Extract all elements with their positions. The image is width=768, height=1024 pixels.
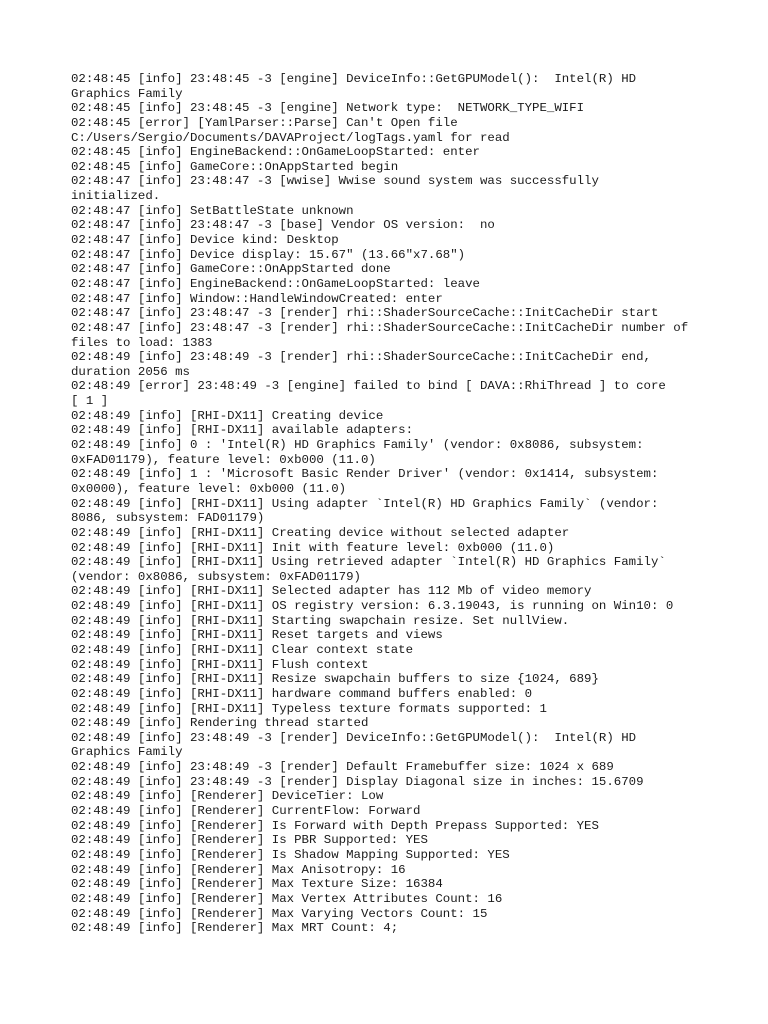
log-line: 02:48:47 [info] 23:48:47 -3 [base] Vendor OS version: no: [71, 218, 495, 233]
log-line: initialized.: [71, 189, 161, 204]
log-line: 02:48:45 [info] GameCore::OnAppStarted begin: [71, 159, 399, 174]
log-line: 02:48:49 [info] [RHI-DX11] Clear context state: [71, 642, 414, 657]
log-line: 0xFAD01179), feature level: 0xb000 (11.0): [71, 452, 376, 467]
log-line: 02:48:49 [info] [Renderer] Is Forward with Depth Prepass Supported: YES: [71, 818, 599, 833]
log-line: 02:48:49 [info] [RHI-DX11] Init with feature level: 0xb000 (11.0): [71, 540, 555, 555]
log-line: Graphics Family: [71, 86, 183, 101]
log-line: C:/Users/Sergio/Documents/DAVAProject/logTags.yaml for read: [71, 130, 510, 145]
log-line: 02:48:49 [info] [Renderer] Max Varying Vectors Count: 15: [71, 906, 488, 921]
log-line: 02:48:47 [info] EngineBackend::OnGameLoopStarted: leave: [71, 276, 480, 291]
log-line: 02:48:49 [info] 23:48:49 -3 [render] rhi::ShaderSourceCache::InitCacheDir end,: [71, 350, 651, 365]
log-line: 02:48:49 [info] [RHI-DX11] Creating device without selected adapter: [71, 525, 570, 540]
log-line: files to load: 1383: [71, 335, 213, 350]
log-line: 02:48:49 [info] [Renderer] Max Texture Size: 16384: [71, 877, 443, 892]
log-line: 02:48:49 [info] [RHI-DX11] available adapters:: [71, 423, 414, 438]
log-line: 02:48:49 [info] 1 : 'Microsoft Basic Render Driver' (vendor: 0x1414, subsystem:: [71, 467, 659, 482]
log-line: 02:48:49 [info] [RHI-DX11] Reset targets and views: [71, 628, 443, 643]
log-line: 8086, subsystem: FAD01179): [71, 511, 265, 526]
log-line: 02:48:45 [info] EngineBackend::OnGameLoopStarted: enter: [71, 145, 480, 160]
log-line: 02:48:49 [info] Rendering thread started: [71, 716, 369, 731]
log-line: 02:48:49 [info] [RHI-DX11] Typeless texture formats supported: 1: [71, 701, 547, 716]
log-line: 02:48:49 [info] [Renderer] DeviceTier: Low: [71, 789, 384, 804]
log-line: 02:48:49 [info] 23:48:49 -3 [render] Default Framebuffer size: 1024 x 689: [71, 760, 614, 775]
log-line: 02:48:49 [info] 23:48:49 -3 [render] Display Diagonal size in inches: 15.6709: [71, 774, 644, 789]
log-line: 02:48:49 [info] [Renderer] CurrentFlow: Forward: [71, 804, 421, 819]
log-line: 02:48:49 [info] [RHI-DX11] Starting swapchain resize. Set nullView.: [71, 613, 570, 628]
log-line: Graphics Family: [71, 745, 183, 760]
log-text-block: [71, 72, 711, 936]
log-line: 02:48:49 [info] [RHI-DX11] Flush context: [71, 657, 369, 672]
log-line: 02:48:49 [info] [RHI-DX11] hardware command buffers enabled: 0: [71, 686, 533, 701]
log-line: 02:48:47 [info] 23:48:47 -3 [render] rhi::ShaderSourceCache::InitCacheDir start: [71, 306, 659, 321]
log-line: 02:48:49 [info] [Renderer] Max Anisotropy: 16: [71, 862, 406, 877]
log-line: 02:48:47 [info] Window::HandleWindowCreated: enter: [71, 291, 443, 306]
log-line: 02:48:47 [info] Device kind: Desktop: [71, 233, 339, 248]
log-line: 02:48:49 [info] [RHI-DX11] Using adapter `Intel(R) HD Graphics Family` (vendor:: [71, 496, 659, 511]
log-line: [ 1 ]: [71, 394, 109, 409]
log-line: 02:48:49 [info] [Renderer] Max MRT Count: 4;: [71, 921, 399, 936]
log-line: 02:48:47 [info] SetBattleState unknown: [71, 203, 354, 218]
log-line: 02:48:45 [info] 23:48:45 -3 [engine] Network type: NETWORK_TYPE_WIFI: [71, 101, 585, 116]
log-line: 02:48:47 [info] Device display: 15.67" (13.66"x7.68"): [71, 247, 466, 262]
log-line: 02:48:49 [error] 23:48:49 -3 [engine] failed to bind [ DAVA::RhiThread ] to core: [71, 379, 666, 394]
log-line: 02:48:47 [info] 23:48:47 -3 [render] rhi::ShaderSourceCache::InitCacheDir number of: [71, 320, 689, 335]
log-line: 02:48:49 [info] [RHI-DX11] Selected adapter has 112 Mb of video memory: [71, 584, 592, 599]
log-line: 02:48:49 [info] [RHI-DX11] Using retrieved adapter `Intel(R) HD Graphics Family`: [71, 555, 666, 570]
log-line: 02:48:49 [info] 23:48:49 -3 [render] DeviceInfo::GetGPUModel(): Intel(R) HD: [71, 730, 637, 745]
log-line: 02:48:49 [info] [RHI-DX11] Resize swapchain buffers to size {1024, 689}: [71, 672, 599, 687]
log-line: 02:48:49 [info] [Renderer] Max Vertex Attributes Count: 16: [71, 891, 503, 906]
log-line: (vendor: 0x8086, subsystem: 0xFAD01179): [71, 569, 361, 584]
log-line: 02:48:49 [info] [Renderer] Is Shadow Mapping Supported: YES: [71, 847, 510, 862]
log-line: 02:48:45 [error] [YamlParser::Parse] Can't Open file: [71, 115, 458, 130]
log-line: 02:48:49 [info] [Renderer] Is PBR Supported: YES: [71, 833, 428, 848]
log-line: 02:48:47 [info] 23:48:47 -3 [wwise] Wwise sound system was successfully: [71, 174, 599, 189]
log-line: 02:48:47 [info] GameCore::OnAppStarted done: [71, 262, 391, 277]
log-line: duration 2056 ms: [71, 364, 190, 379]
log-line: 02:48:49 [info] 0 : 'Intel(R) HD Graphics Family' (vendor: 0x8086, subsystem:: [71, 438, 644, 453]
log-line: 02:48:45 [info] 23:48:45 -3 [engine] DeviceInfo::GetGPUModel(): Intel(R) HD: [71, 72, 637, 86]
log-line: 02:48:49 [info] [RHI-DX11] Creating device: [71, 408, 384, 423]
log-line: 0x0000), feature level: 0xb000 (11.0): [71, 481, 347, 496]
log-line: 02:48:49 [info] [RHI-DX11] OS registry version: 6.3.19043, is running on Win10: 0: [71, 599, 674, 614]
